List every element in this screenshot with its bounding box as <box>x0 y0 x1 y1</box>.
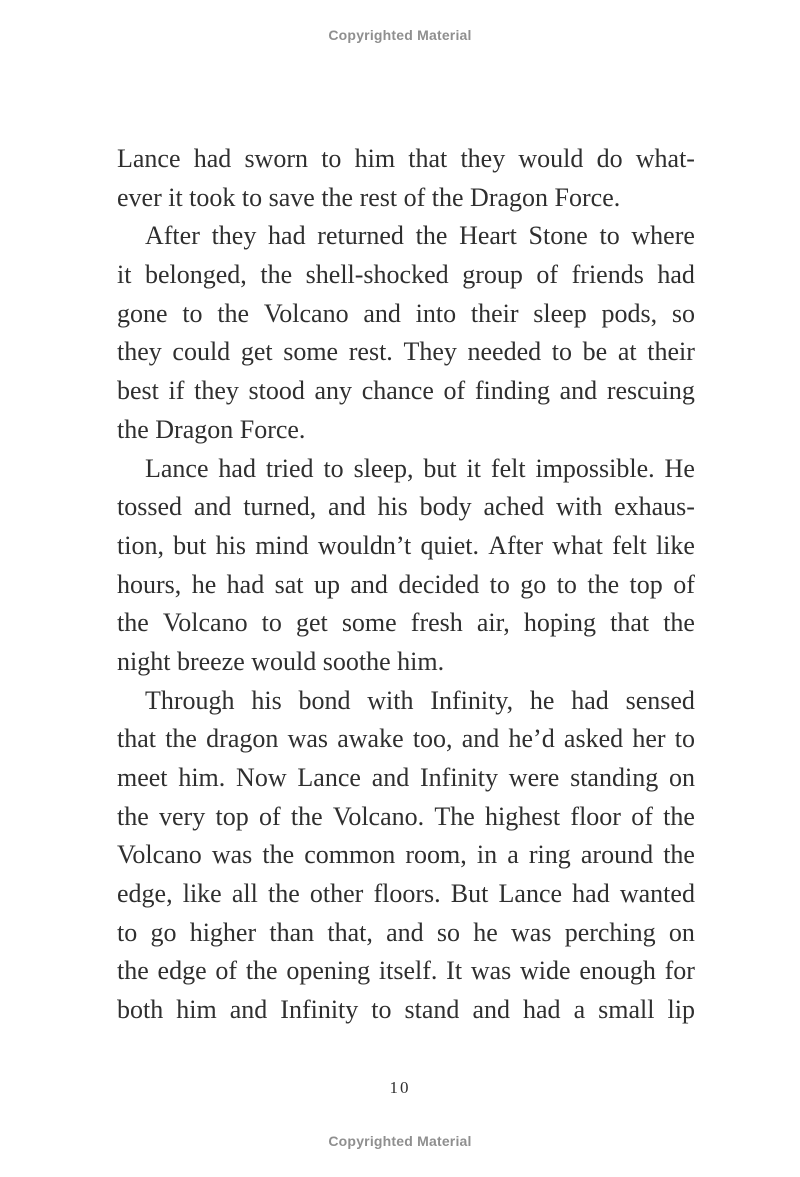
text-line: the edge of the opening itself. It was wide enough for <box>117 956 695 986</box>
text-line: Lance had sworn to him that they would do what- <box>117 144 695 173</box>
text-line: meet him. Now Lance and Infinity were standing on <box>117 763 695 792</box>
text-line: Lance had tried to sleep, but it felt impossible. He <box>145 453 695 483</box>
text-line: the Volcano to get some fresh air, hoping that the <box>117 608 695 638</box>
page-number: 10 <box>389 1078 411 1097</box>
text-line: Through his bond with Infinity, he had sensed <box>145 685 695 715</box>
text-line: the Dragon Force. <box>117 414 306 444</box>
text-line: After they had returned the Heart Stone to where <box>145 221 695 251</box>
text-line: tossed and turned, and his body ached with exhaus- <box>117 492 695 522</box>
text-line: the very top of the Volcano. The highest floor of the <box>117 801 695 831</box>
text-line: Volcano was the common room, in a ring around the <box>117 840 695 870</box>
text-line: that the dragon was awake too, and he’d asked her to <box>117 724 695 754</box>
text-line: night breeze would soothe him. <box>117 646 445 676</box>
text-line: best if they stood any chance of finding and rescuing <box>117 376 695 406</box>
text-line: ever it took to save the rest of the Dragon Force. <box>117 182 621 212</box>
top-copyright-notice: Copyrighted Material <box>328 27 472 43</box>
text-line: gone to the Volcano and into their sleep pods, so <box>117 298 695 328</box>
bottom-copyright-notice: Copyrighted Material <box>328 1133 472 1149</box>
text-line: hours, he had sat up and decided to go to the top of <box>117 569 695 599</box>
text-line: they could get some rest. They needed to be at their <box>117 337 695 367</box>
text-line: it belonged, the shell-shocked group of friends had <box>117 260 695 290</box>
text-line: both him and Infinity to stand and had a small lip <box>117 995 695 1025</box>
text-line: tion, but his mind wouldn’t quiet. After what felt like <box>117 530 695 560</box>
text-line: to go higher than that, and so he was perching on <box>117 917 695 947</box>
text-line: edge, like all the other floors. But Lance had wanted <box>117 879 695 909</box>
body-text <box>117 140 695 1030</box>
